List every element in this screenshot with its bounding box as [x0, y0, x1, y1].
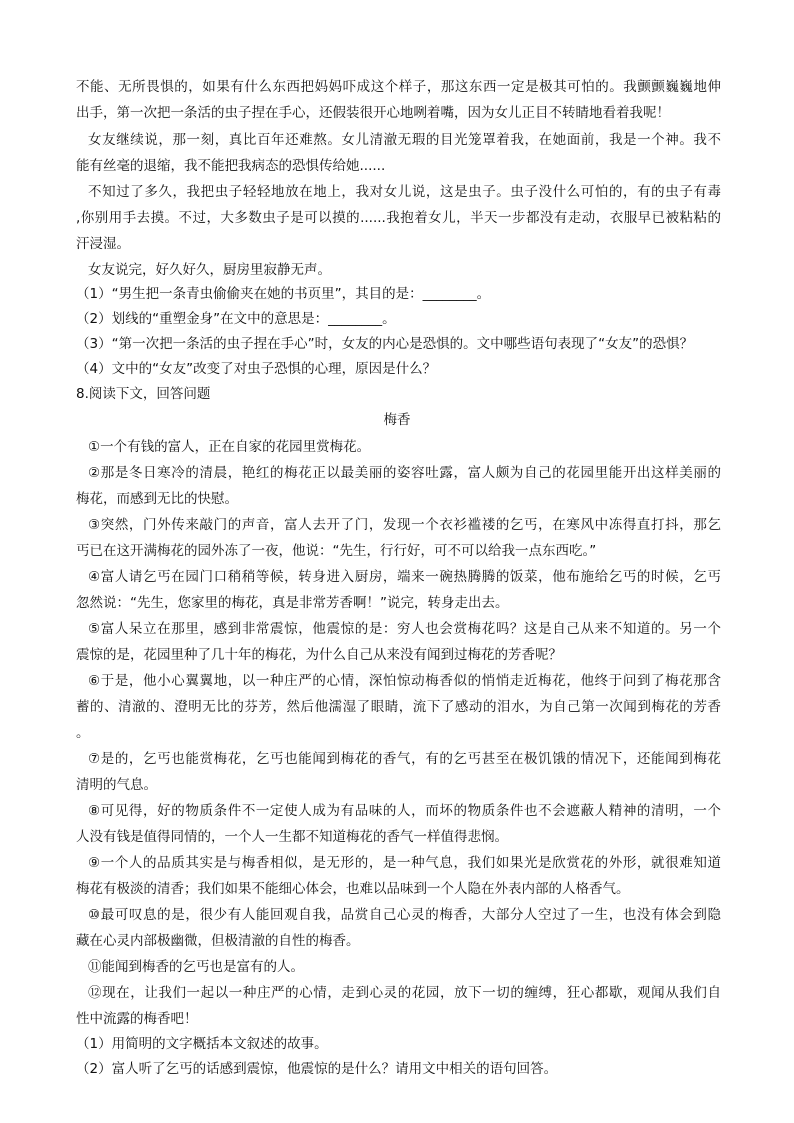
- paragraph-line: 丐已在这开满梅花的园外冻了一夜，他说：“先生，行行好，可不可以给我一点东西吃。”: [76, 543, 597, 559]
- question-item: （2）划线的“重塑金身”在文中的意思是：________。: [76, 311, 396, 327]
- paragraph-line: ⑫现在，让我们一起以一种庄严的心情，走到心灵的花园，放下一切的缠缚，狂心都歇，观闻从我们自: [88, 985, 721, 1001]
- paragraph-line: 。: [76, 725, 90, 741]
- paragraph-line: ④富人请乞丐在园门口稍稍等候，转身进入厨房，端来一碗热腾腾的饭菜，他布施给乞丐的时候，乞丐: [88, 569, 721, 585]
- paragraph-line: 梅花，而感到无比的快慰。: [76, 491, 238, 507]
- paragraph-line: 出手，第一次把一条活的虫子捏在手心，还假装很开心地咧着嘴，因为女儿正目不转睛地看着我呢！: [76, 105, 670, 121]
- paragraph-line: ,你别用手去摸。不过，大多数虫子是可以摸的......我抱着女儿，半天一步都没有走动，衣服早已被粘粘的: [76, 210, 721, 226]
- question-item: （3）“第一次把一条活的虫子捏在手心”时，女友的内心是恐惧的。文中哪些语句表现了“女友”的恐惧？: [76, 336, 694, 352]
- question-item: （1）“男生把一条青虫偷偷夹在她的书页里”，其目的是：________。: [76, 286, 491, 302]
- paragraph-line: ⑪能闻到梅香的乞丐也是富有的人。: [88, 959, 304, 975]
- paragraph-line: 清明的气息。: [76, 777, 157, 793]
- paragraph-line: ③突然，门外传来敲门的声音，富人去开了门，发现一个衣衫褴褛的乞丐，在寒风中冻得直打抖，那乞: [88, 517, 721, 533]
- paragraph-line: ⑦是的，乞丐也能赏梅花，乞丐也能闻到梅花的香气，有的乞丐甚至在极饥饿的情况下，还能闻到梅花: [88, 751, 721, 767]
- paragraph-line: ⑧可见得，好的物质条件不一定使人成为有品味的人，而坏的物质条件也不会遮蔽人精神的清明，一个: [88, 803, 721, 819]
- paragraph-line: 汗浸湿。: [76, 236, 130, 252]
- paragraph-line: ⑤富人呆立在那里，感到非常震惊，他震惊的是：穷人也会赏梅花吗？这是自己从来不知道的。另一个: [88, 621, 721, 637]
- paragraph-line: 女友继续说，那一刻，真比百年还难熬。女儿清澈无瑕的目光笼罩着我，在她面前，我是一个神。我不: [88, 132, 721, 148]
- question-item: （4）文中的“女友”改变了对虫子恐惧的心理，原因是什么？: [76, 361, 437, 377]
- paragraph-line: 不知过了多久，我把虫子轻轻地放在地上，我对女儿说，这是虫子。虫子没什么可怕的，有的虫子有毒: [88, 184, 721, 200]
- question-heading: 8.阅读下文，回答问题: [76, 386, 211, 402]
- paragraph-line: ⑥于是，他小心翼翼地，以一种庄严的心情，深怕惊动梅香似的悄悄走近梅花，他终于问到了梅花那含: [88, 673, 721, 689]
- paragraph-line: ②那是冬日寒冷的清晨，艳红的梅花正以最美丽的姿容吐露，富人颇为自己的花园里能开出这样美丽的: [88, 465, 721, 481]
- paragraph-line: 能有丝毫的退缩，我不能把我病态的恐惧传给她......: [76, 158, 386, 174]
- paragraph-line: 人没有钱是值得同情的，一个人一生都不知道梅花的香气一样值得悲悯。: [76, 829, 508, 845]
- paragraph-line: ①一个有钱的富人，正在自家的花园里赏梅花。: [88, 439, 371, 455]
- question-item: （1）用简明的文字概括本文叙述的故事。: [76, 1036, 328, 1052]
- paragraph-line: ⑨一个人的品质其实是与梅香相似，是无形的，是一种气息，我们如果光是欣赏花的外形，就很难知道: [88, 855, 721, 871]
- paragraph-line: 女友说完，好久好久，厨房里寂静无声。: [88, 262, 331, 278]
- paragraph-line: 震惊的是，花园里种了几十年的梅花，为什么自己从来没有闻到过梅花的芳香呢？: [76, 647, 562, 663]
- paragraph-line: 梅花有极淡的清香；我们如果不能细心体会，也难以品味到一个人隐在外表内部的人格香气。: [76, 881, 630, 897]
- paragraph-line: ⑩最可叹息的是，很少有人能回观自我，品赏自己心灵的梅香，大部分人空过了一生，也没有体会到隐: [88, 907, 721, 923]
- paragraph-line: 不能、无所畏惧的，如果有什么东西把妈妈吓成这个样子，那这东西一定是极其可怕的。我颤颤巍巍地伸: [76, 79, 721, 95]
- paragraph-line: 藏在心灵内部极幽微，但极清澈的自性的梅香。: [76, 933, 360, 949]
- paragraph-line: 忽然说：“先生，您家里的梅花，真是非常芳香啊！”说完，转身走出去。: [76, 595, 509, 611]
- question-item: （2）富人听了乞丐的话感到震惊，他震惊的是什么？请用文中相关的语句回答。: [76, 1061, 558, 1077]
- passage-title: 梅香: [383, 412, 411, 428]
- paragraph-line: 性中流露的梅香吧！: [76, 1011, 198, 1027]
- paragraph-line: 蓄的、清澈的、澄明无比的芬芳，然后他濡湿了眼睛，流下了感动的泪水，为自己第一次闻到梅花的芳香: [76, 699, 721, 715]
